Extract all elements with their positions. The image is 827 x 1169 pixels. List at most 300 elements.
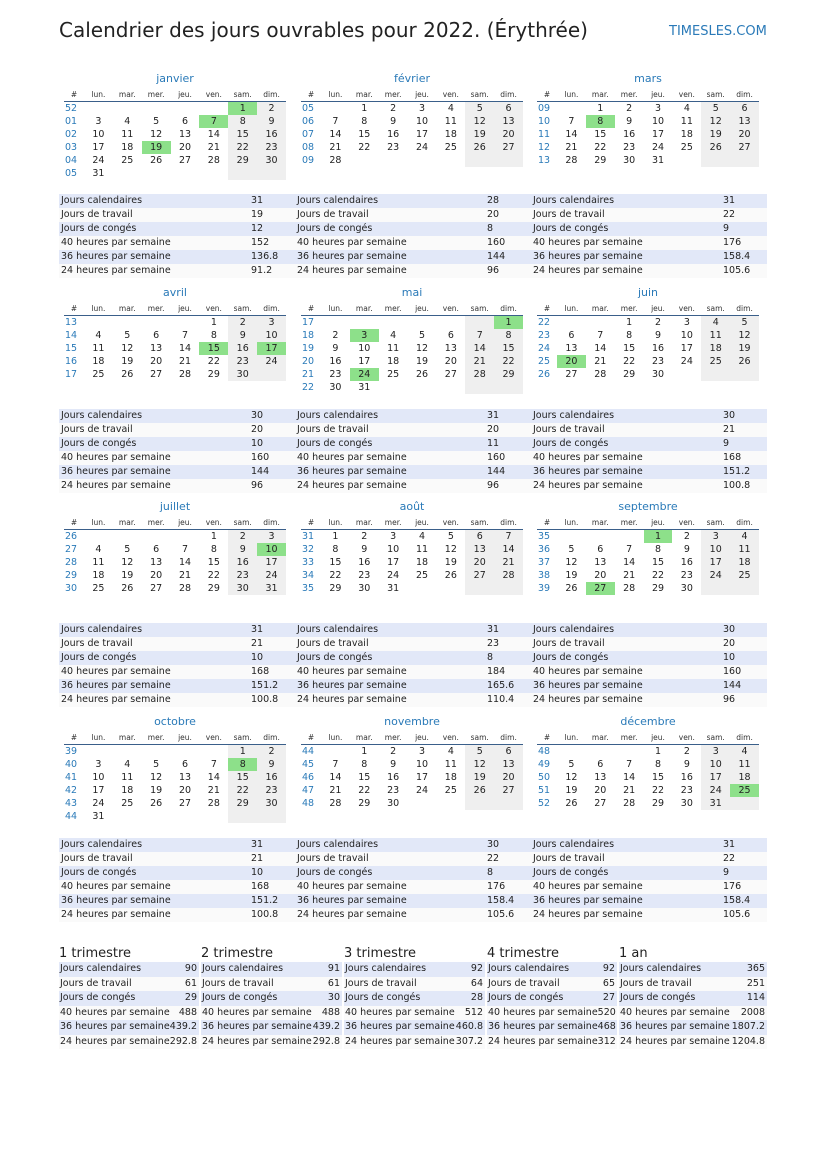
day-cell[interactable]: 8	[654, 759, 662, 770]
day-cell[interactable]: 23	[680, 570, 693, 581]
day-cell[interactable]: 28	[178, 583, 192, 594]
day-cell[interactable]: 22	[228, 141, 257, 154]
day-cell[interactable]: 11	[121, 772, 134, 783]
day-cell[interactable]: 31	[651, 155, 665, 166]
day-cell[interactable]: 10	[680, 330, 693, 341]
day-cell[interactable]: 19	[565, 570, 578, 581]
day-cell[interactable]: 12	[444, 544, 457, 555]
day-cell[interactable]: 24	[257, 569, 286, 582]
day-cell[interactable]: 8	[228, 115, 257, 128]
day-cell[interactable]: 12	[465, 115, 494, 128]
day-cell[interactable]: 16	[228, 556, 257, 569]
day-cell[interactable]: 8	[361, 759, 368, 770]
day-cell[interactable]: 14	[594, 343, 607, 354]
day-cell[interactable]: 28	[465, 368, 494, 381]
day-cell[interactable]: 10	[651, 116, 665, 127]
day-cell[interactable]: 14	[494, 543, 523, 556]
day-cell[interactable]: 19	[465, 128, 494, 141]
day-cell[interactable]: 13	[594, 557, 607, 568]
day-cell[interactable]: 11	[730, 543, 759, 556]
day-cell[interactable]: 7	[597, 330, 604, 341]
day-cell[interactable]: 12	[465, 758, 494, 771]
day-cell[interactable]: 16	[680, 772, 693, 783]
day-cell[interactable]: 28	[623, 798, 636, 809]
day-cell[interactable]: 7	[332, 116, 339, 127]
day-cell[interactable]: 23	[651, 356, 665, 367]
day-cell[interactable]: 20	[594, 785, 607, 796]
day-cell[interactable]: 26	[150, 798, 163, 809]
day-cell[interactable]: 30	[257, 154, 286, 167]
day-cell[interactable]: 10	[92, 772, 105, 783]
day-cell[interactable]: 24	[651, 142, 665, 153]
day-cell[interactable]: 12	[701, 115, 730, 128]
day-cell[interactable]: 7	[181, 330, 189, 341]
day-cell[interactable]: 12	[565, 557, 578, 568]
day-cell[interactable]: 22	[494, 355, 523, 368]
day-cell[interactable]: 23	[228, 569, 257, 582]
day-cell[interactable]: 17	[257, 556, 286, 569]
day-cell[interactable]: 6	[494, 102, 523, 115]
day-cell[interactable]: 30	[387, 798, 400, 809]
day-cell[interactable]: 3	[390, 531, 397, 542]
day-cell[interactable]: 15	[594, 129, 607, 140]
day-cell[interactable]: 25	[730, 784, 759, 797]
day-cell[interactable]: 18	[92, 570, 105, 581]
day-cell[interactable]: 13	[594, 772, 607, 783]
day-cell[interactable]: 25	[121, 798, 134, 809]
day-cell[interactable]: 25	[730, 569, 759, 582]
day-cell[interactable]: 2	[390, 746, 397, 757]
day-cell[interactable]: 21	[178, 356, 192, 367]
day-cell[interactable]: 19	[730, 342, 759, 355]
day-cell[interactable]: 7	[626, 759, 633, 770]
day-cell[interactable]: 14	[465, 342, 494, 355]
day-cell[interactable]: 15	[228, 771, 257, 784]
day-cell[interactable]: 7	[210, 759, 217, 770]
day-cell[interactable]: 30	[680, 583, 693, 594]
day-cell[interactable]: 9	[228, 329, 257, 342]
day-cell[interactable]: 1	[626, 317, 633, 328]
day-cell[interactable]: 27	[465, 569, 494, 582]
day-cell[interactable]: 4	[447, 746, 454, 757]
day-cell[interactable]: 4	[683, 103, 690, 114]
day-cell[interactable]: 2	[390, 103, 397, 114]
day-cell[interactable]: 27	[444, 369, 457, 380]
day-cell[interactable]: 27	[730, 141, 759, 154]
day-cell[interactable]: 20	[494, 771, 523, 784]
day-cell[interactable]: 22	[358, 142, 371, 153]
day-cell[interactable]: 3	[418, 103, 426, 114]
day-cell[interactable]: 9	[257, 758, 286, 771]
day-cell[interactable]: 21	[329, 785, 342, 796]
day-cell[interactable]: 29	[358, 798, 371, 809]
day-cell[interactable]: 6	[597, 544, 604, 555]
day-cell[interactable]: 7	[332, 759, 339, 770]
day-cell[interactable]: 22	[651, 570, 665, 581]
day-cell[interactable]: 8	[210, 544, 217, 555]
day-cell[interactable]: 1	[361, 746, 368, 757]
day-cell[interactable]: 2	[332, 330, 339, 341]
day-cell[interactable]: 21	[623, 785, 636, 796]
day-cell[interactable]: 26	[121, 583, 134, 594]
day-cell[interactable]: 16	[387, 772, 400, 783]
day-cell[interactable]: 3	[654, 103, 662, 114]
day-cell[interactable]: 3	[701, 530, 730, 543]
day-cell[interactable]: 16	[387, 129, 400, 140]
day-cell[interactable]: 13	[150, 343, 163, 354]
day-cell[interactable]: 13	[494, 758, 523, 771]
day-cell[interactable]: 29	[651, 798, 665, 809]
day-cell[interactable]: 21	[565, 142, 578, 153]
day-cell[interactable]: 19	[121, 570, 134, 581]
day-cell[interactable]: 7	[465, 329, 494, 342]
day-cell[interactable]: 16	[358, 557, 371, 568]
day-cell[interactable]: 28	[207, 155, 220, 166]
day-cell[interactable]: 15	[623, 343, 636, 354]
day-cell[interactable]: 7	[181, 544, 189, 555]
day-cell[interactable]: 15	[358, 129, 371, 140]
day-cell[interactable]: 15	[494, 342, 523, 355]
day-cell[interactable]: 2	[228, 316, 257, 329]
day-cell[interactable]: 27	[594, 798, 607, 809]
day-cell[interactable]: 3	[95, 759, 102, 770]
day-cell[interactable]: 20	[557, 355, 586, 368]
day-cell[interactable]: 1	[644, 530, 673, 543]
day-cell[interactable]: 19	[465, 771, 494, 784]
day-cell[interactable]: 26	[701, 141, 730, 154]
day-cell[interactable]: 17	[92, 785, 105, 796]
day-cell[interactable]: 13	[444, 343, 457, 354]
day-cell[interactable]: 3	[350, 329, 379, 342]
day-cell[interactable]: 14	[178, 343, 192, 354]
day-cell[interactable]: 31	[358, 382, 371, 393]
day-cell[interactable]: 6	[730, 102, 759, 115]
day-cell[interactable]: 10	[257, 543, 286, 556]
day-cell[interactable]: 4	[124, 116, 131, 127]
day-cell[interactable]: 30	[228, 582, 257, 595]
day-cell[interactable]: 14	[329, 772, 342, 783]
day-cell[interactable]: 2	[683, 531, 690, 542]
day-cell[interactable]: 4	[730, 745, 759, 758]
day-cell[interactable]: 31	[92, 811, 105, 822]
day-cell[interactable]: 9	[683, 759, 690, 770]
day-cell[interactable]: 28	[329, 798, 342, 809]
day-cell[interactable]: 17	[701, 556, 730, 569]
day-cell[interactable]: 5	[568, 759, 575, 770]
day-cell[interactable]: 6	[465, 530, 494, 543]
day-cell[interactable]: 10	[415, 759, 429, 770]
day-cell[interactable]: 15	[651, 772, 665, 783]
day-cell[interactable]: 17	[387, 557, 400, 568]
day-cell[interactable]: 11	[730, 758, 759, 771]
day-cell[interactable]: 11	[444, 116, 457, 127]
day-cell[interactable]: 16	[680, 557, 693, 568]
day-cell[interactable]: 26	[444, 570, 457, 581]
day-cell[interactable]: 3	[257, 316, 286, 329]
day-cell[interactable]: 17	[415, 129, 429, 140]
day-cell[interactable]: 12	[121, 557, 134, 568]
day-cell[interactable]: 9	[257, 115, 286, 128]
site-link[interactable]: TIMESLES.COM	[669, 24, 767, 39]
day-cell[interactable]: 23	[257, 141, 286, 154]
day-cell[interactable]: 24	[257, 355, 286, 368]
day-cell[interactable]: 21	[623, 570, 636, 581]
day-cell[interactable]: 28	[565, 155, 578, 166]
day-cell[interactable]: 4	[95, 544, 102, 555]
day-cell[interactable]: 30	[358, 583, 371, 594]
day-cell[interactable]: 17	[257, 342, 286, 355]
day-cell[interactable]: 29	[651, 583, 665, 594]
day-cell[interactable]: 16	[257, 128, 286, 141]
day-cell[interactable]: 3	[418, 746, 426, 757]
day-cell[interactable]: 2	[626, 103, 633, 114]
day-cell[interactable]: 26	[465, 141, 494, 154]
day-cell[interactable]: 5	[124, 330, 131, 341]
day-cell[interactable]: 6	[597, 759, 604, 770]
day-cell[interactable]: 30	[651, 369, 665, 380]
day-cell[interactable]: 10	[257, 329, 286, 342]
day-cell[interactable]: 29	[207, 369, 220, 380]
day-cell[interactable]: 5	[730, 316, 759, 329]
day-cell[interactable]: 2	[228, 530, 257, 543]
day-cell[interactable]: 19	[701, 128, 730, 141]
day-cell[interactable]: 7	[494, 530, 523, 543]
day-cell[interactable]: 11	[121, 129, 134, 140]
day-cell[interactable]: 1	[597, 103, 604, 114]
day-cell[interactable]: 12	[121, 343, 134, 354]
day-cell[interactable]: 18	[387, 356, 400, 367]
day-cell[interactable]: 2	[361, 531, 368, 542]
day-cell[interactable]: 26	[565, 798, 578, 809]
day-cell[interactable]: 10	[387, 544, 400, 555]
day-cell[interactable]: 30	[680, 798, 693, 809]
day-cell[interactable]: 21	[329, 142, 342, 153]
day-cell[interactable]: 20	[178, 785, 192, 796]
day-cell[interactable]: 20	[465, 556, 494, 569]
day-cell[interactable]: 26	[465, 784, 494, 797]
day-cell[interactable]: 16	[651, 343, 665, 354]
day-cell[interactable]: 19	[121, 356, 134, 367]
day-cell[interactable]: 2	[683, 746, 690, 757]
day-cell[interactable]: 27	[494, 784, 523, 797]
day-cell[interactable]: 26	[150, 155, 163, 166]
day-cell[interactable]: 1	[228, 102, 257, 115]
day-cell[interactable]: 16	[257, 771, 286, 784]
day-cell[interactable]: 24	[680, 356, 693, 367]
day-cell[interactable]: 17	[92, 142, 105, 153]
day-cell[interactable]: 8	[654, 544, 662, 555]
day-cell[interactable]: 15	[228, 128, 257, 141]
day-cell[interactable]: 29	[207, 583, 220, 594]
day-cell[interactable]: 14	[623, 557, 636, 568]
day-cell[interactable]: 18	[680, 129, 693, 140]
day-cell[interactable]: 8	[361, 116, 368, 127]
day-cell[interactable]: 21	[494, 556, 523, 569]
day-cell[interactable]: 25	[444, 785, 457, 796]
day-cell[interactable]: 9	[683, 544, 690, 555]
day-cell[interactable]: 27	[565, 369, 578, 380]
day-cell[interactable]: 18	[121, 785, 134, 796]
day-cell[interactable]: 6	[494, 745, 523, 758]
day-cell[interactable]: 21	[465, 355, 494, 368]
day-cell[interactable]: 3	[95, 116, 102, 127]
day-cell[interactable]: 23	[358, 570, 371, 581]
day-cell[interactable]: 9	[361, 544, 368, 555]
day-cell[interactable]: 8	[210, 330, 217, 341]
day-cell[interactable]: 5	[124, 544, 131, 555]
day-cell[interactable]: 23	[257, 784, 286, 797]
day-cell[interactable]: 11	[701, 329, 730, 342]
day-cell[interactable]: 28	[623, 583, 636, 594]
day-cell[interactable]: 15	[358, 772, 371, 783]
day-cell[interactable]: 28	[178, 369, 192, 380]
day-cell[interactable]: 11	[92, 557, 105, 568]
day-cell[interactable]: 15	[329, 557, 342, 568]
day-cell[interactable]: 19	[565, 785, 578, 796]
day-cell[interactable]: 6	[447, 330, 454, 341]
day-cell[interactable]: 20	[150, 570, 163, 581]
day-cell[interactable]: 19	[444, 557, 457, 568]
day-cell[interactable]: 11	[444, 759, 457, 770]
day-cell[interactable]: 18	[444, 129, 457, 140]
day-cell[interactable]: 31	[92, 168, 105, 179]
day-cell[interactable]: 8	[494, 329, 523, 342]
day-cell[interactable]: 30	[228, 368, 257, 381]
day-cell[interactable]: 2	[257, 745, 286, 758]
day-cell[interactable]: 8	[228, 758, 257, 771]
day-cell[interactable]: 13	[150, 557, 163, 568]
day-cell[interactable]: 21	[594, 356, 607, 367]
day-cell[interactable]: 18	[701, 342, 730, 355]
day-cell[interactable]: 17	[358, 356, 371, 367]
day-cell[interactable]: 25	[121, 155, 134, 166]
day-cell[interactable]: 5	[465, 745, 494, 758]
day-cell[interactable]: 22	[207, 356, 220, 367]
day-cell[interactable]: 17	[415, 772, 429, 783]
day-cell[interactable]: 24	[415, 785, 429, 796]
day-cell[interactable]: 5	[153, 759, 160, 770]
day-cell[interactable]: 21	[178, 570, 192, 581]
day-cell[interactable]: 9	[654, 330, 662, 341]
day-cell[interactable]: 22	[228, 784, 257, 797]
day-cell[interactable]: 4	[95, 330, 102, 341]
day-cell[interactable]: 14	[329, 129, 342, 140]
day-cell[interactable]: 24	[92, 798, 105, 809]
day-cell[interactable]: 25	[680, 142, 693, 153]
day-cell[interactable]: 22	[358, 785, 371, 796]
day-cell[interactable]: 14	[565, 129, 578, 140]
day-cell[interactable]: 17	[701, 771, 730, 784]
day-cell[interactable]: 6	[153, 330, 160, 341]
day-cell[interactable]: 30	[623, 155, 636, 166]
day-cell[interactable]: 28	[207, 798, 220, 809]
day-cell[interactable]: 29	[228, 154, 257, 167]
day-cell[interactable]: 7	[199, 115, 228, 128]
day-cell[interactable]: 10	[701, 758, 730, 771]
day-cell[interactable]: 5	[465, 102, 494, 115]
day-cell[interactable]: 4	[730, 530, 759, 543]
day-cell[interactable]: 22	[329, 570, 342, 581]
day-cell[interactable]: 2	[654, 317, 662, 328]
day-cell[interactable]: 25	[415, 570, 429, 581]
day-cell[interactable]: 31	[701, 797, 730, 810]
day-cell[interactable]: 25	[92, 369, 105, 380]
day-cell[interactable]: 31	[257, 582, 286, 595]
day-cell[interactable]: 26	[730, 355, 759, 368]
day-cell[interactable]: 6	[153, 544, 160, 555]
day-cell[interactable]: 21	[207, 142, 220, 153]
day-cell[interactable]: 5	[701, 102, 730, 115]
day-cell[interactable]: 4	[124, 759, 131, 770]
day-cell[interactable]: 1	[361, 103, 368, 114]
day-cell[interactable]: 24	[387, 570, 400, 581]
day-cell[interactable]: 19	[150, 785, 163, 796]
day-cell[interactable]: 1	[332, 531, 339, 542]
day-cell[interactable]: 25	[701, 355, 730, 368]
day-cell[interactable]: 5	[153, 116, 160, 127]
day-cell[interactable]: 1	[210, 317, 217, 328]
day-cell[interactable]: 10	[701, 543, 730, 556]
day-cell[interactable]: 24	[701, 569, 730, 582]
day-cell[interactable]: 1	[654, 746, 662, 757]
day-cell[interactable]: 17	[680, 343, 693, 354]
day-cell[interactable]: 29	[623, 369, 636, 380]
day-cell[interactable]: 20	[730, 128, 759, 141]
day-cell[interactable]: 22	[651, 785, 665, 796]
day-cell[interactable]: 29	[329, 583, 342, 594]
day-cell[interactable]: 11	[387, 343, 400, 354]
day-cell[interactable]: 25	[92, 583, 105, 594]
day-cell[interactable]: 14	[207, 772, 220, 783]
day-cell[interactable]: 12	[565, 772, 578, 783]
day-cell[interactable]: 9	[390, 759, 397, 770]
day-cell[interactable]: 22	[207, 570, 220, 581]
day-cell[interactable]: 19	[142, 141, 171, 154]
day-cell[interactable]: 9	[332, 343, 339, 354]
day-cell[interactable]: 24	[92, 155, 105, 166]
day-cell[interactable]: 12	[730, 329, 759, 342]
day-cell[interactable]: 23	[387, 785, 400, 796]
day-cell[interactable]: 27	[178, 798, 192, 809]
day-cell[interactable]: 22	[594, 142, 607, 153]
day-cell[interactable]: 14	[623, 772, 636, 783]
day-cell[interactable]: 27	[150, 583, 163, 594]
day-cell[interactable]: 20	[150, 356, 163, 367]
day-cell[interactable]: 27	[586, 582, 615, 595]
day-cell[interactable]: 25	[444, 142, 457, 153]
day-cell[interactable]: 20	[178, 142, 192, 153]
day-cell[interactable]: 5	[447, 531, 454, 542]
day-cell[interactable]: 9	[626, 116, 633, 127]
day-cell[interactable]: 8	[332, 544, 339, 555]
day-cell[interactable]: 22	[623, 356, 636, 367]
day-cell[interactable]: 1	[494, 316, 523, 329]
day-cell[interactable]: 9	[390, 116, 397, 127]
day-cell[interactable]: 9	[228, 543, 257, 556]
day-cell[interactable]: 19	[415, 356, 429, 367]
day-cell[interactable]: 1	[210, 531, 217, 542]
day-cell[interactable]: 20	[494, 128, 523, 141]
day-cell[interactable]: 18	[121, 142, 134, 153]
day-cell[interactable]: 28	[594, 369, 607, 380]
day-cell[interactable]: 28	[494, 569, 523, 582]
day-cell[interactable]: 20	[594, 570, 607, 581]
day-cell[interactable]: 18	[92, 356, 105, 367]
day-cell[interactable]: 5	[418, 330, 426, 341]
day-cell[interactable]: 28	[329, 155, 342, 166]
day-cell[interactable]: 7	[626, 544, 633, 555]
day-cell[interactable]: 16	[329, 356, 342, 367]
